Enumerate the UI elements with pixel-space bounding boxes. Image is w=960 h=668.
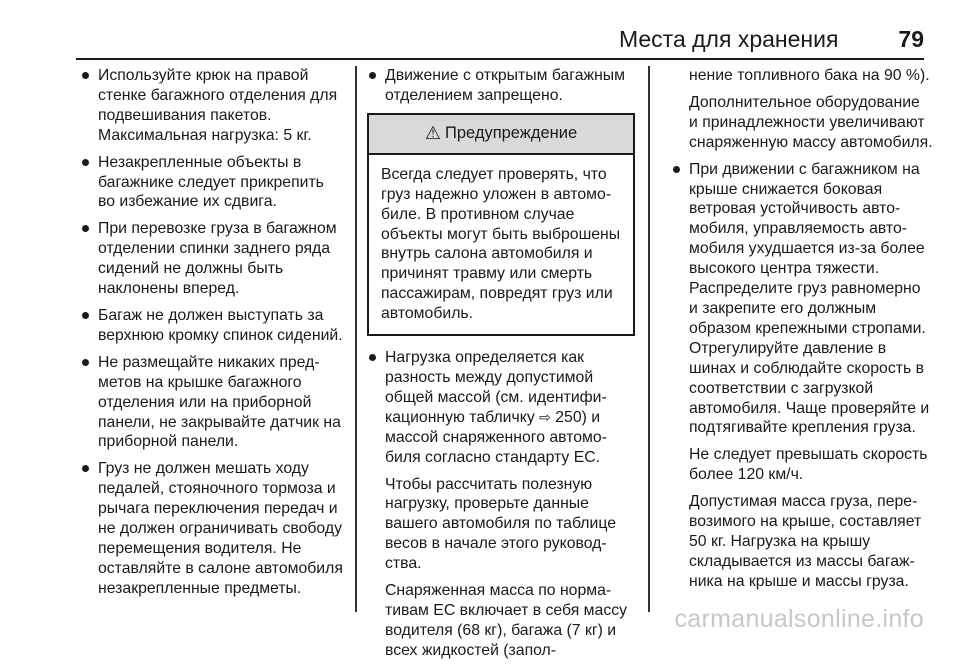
list-item-text: ) и массой снаряженного автомобиля согласно стандарту ЕС. <box>385 408 607 466</box>
list-item: При перевозке груза в багажном отделении спинки заднего ряда сидений не должны быть наклонены вперед. <box>80 219 344 299</box>
paragraph: Чтобы рассчитать полезную нагрузку, проверьте данные вашего автомобиля по таблице весов в начале этого руководства. <box>385 475 617 573</box>
page-number: 79 <box>898 26 924 52</box>
paragraph: Дополнительное оборудование и принадлежности увеличивают снаряженную массу автомобиля. <box>689 93 933 151</box>
column-1 <box>80 66 344 606</box>
list-item: Незакрепленные объекты в багажнике следует прикрепить во избежание их сдвига. <box>80 153 344 213</box>
list-item: Движение с открытым багажным отделением запрещено. <box>367 66 635 106</box>
column-separator <box>355 66 357 612</box>
list-item <box>367 348 635 467</box>
page-reference[interactable]: 250 <box>555 408 582 426</box>
warning-text: Всегда следует проверять, что груз надежно уложен в автомобиле. В противном случае объекты могут быть выброшены внутрь салона автомобиля и причинят травму или смерть пассажирам, повредят груз или автомобиль. <box>381 165 621 323</box>
list-item-text: Нагрузка определяется как разность между допустимой общей массой (см. идентификационную табличку <box>385 349 607 426</box>
paragraph: Не следует превышать скорость более 120 км/ч. <box>689 446 928 484</box>
warning-triangle-icon: ⚠ <box>424 122 441 143</box>
list-item: При движении с багажником на крыше снижается боковая ветровая устойчивость автомобиля, управляемость автомобиля ухудшается из-за более высокого центра тяжести. Распределите груз равномерно и закрепите его должным образом крепежными стропами. Отрегулируйте давление в шинах и соблюдайте скорость в соответствии с загрузкой автомобиля. Чаще проверяйте и подтягивайте крепления груза. <box>671 160 933 439</box>
list-item: Используйте крюк на правой стенке багажного отделения для подвешивания пакетов. Максимальная нагрузка: 5 кг. <box>80 66 344 146</box>
page-header <box>0 26 924 53</box>
page-title: Места для хранения <box>618 26 839 52</box>
watermark: carmanualsonline.info <box>674 605 924 633</box>
warning-title: Предупреждение <box>444 123 578 142</box>
column-3 <box>671 66 933 599</box>
paragraph: Допустимая масса груза, перевозимого на крыше, составляет 50 кг. Нагрузка на крышу складывается из массы багажника на крыше и массы груза. <box>689 493 922 590</box>
list-item: Груз не должен мешать ходу педалей, стояночного тормоза и рычага переключения передач и не должен ограничивать свободу перемещения водителя. Не оставляйте в салоне автомобиля незакрепленные предметы. <box>80 459 344 598</box>
column-2 <box>367 66 635 668</box>
column-separator <box>648 66 650 612</box>
page-reference-arrow-icon: ⇨ <box>539 408 551 425</box>
list-item: Не размещайте никаких предметов на крышке багажного отделения или на приборной панели, не закрывайте датчик на приборной панели. <box>80 353 344 453</box>
header-rule <box>76 58 924 60</box>
paragraph: Снаряженная масса по нормативам ЕС включает в себя массу водителя (68 кг), багажа (7 кг) и всех жидкостей (запол- <box>385 582 628 659</box>
list-item: Багаж не должен выступать за верхнюю кромку спинок сидений. <box>80 306 344 346</box>
paragraph: нение топливного бака на 90 %). <box>689 67 930 84</box>
warning-box <box>367 113 635 336</box>
warning-header <box>369 115 633 155</box>
